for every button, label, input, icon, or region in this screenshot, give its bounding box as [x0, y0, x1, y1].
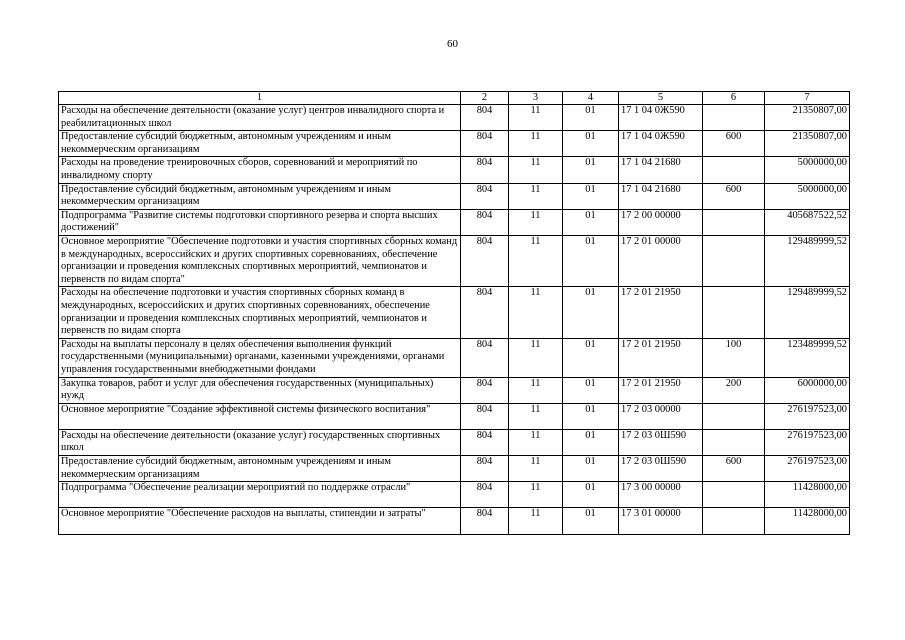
- table-row: [59, 508, 850, 534]
- table-row: [59, 287, 850, 338]
- table-row: [59, 105, 850, 131]
- expense-name-cell: Расходы на выплаты персоналу в целях обеспечения выполнения функций государственными (муниципальными) органами, казенными учреждениями, органами управления государственными внебюджетными фондами: [59, 338, 461, 377]
- ministry-code-cell: 804: [461, 157, 509, 183]
- section-code-cell: 11: [509, 287, 563, 338]
- amount-cell: 5000000,00: [765, 183, 850, 209]
- target-article-cell: 17 1 04 0Ж590: [619, 105, 703, 131]
- subsection-code-cell: 01: [563, 403, 619, 429]
- subsection-code-cell: 01: [563, 157, 619, 183]
- subsection-code-cell: 01: [563, 183, 619, 209]
- page-number: 60: [447, 38, 458, 50]
- table-row: [59, 456, 850, 482]
- ministry-code-cell: 804: [461, 131, 509, 157]
- expense-type-cell: [703, 429, 765, 455]
- expense-name-cell: Расходы на обеспечение деятельности (оказание услуг) государственных спортивных школ: [59, 429, 461, 455]
- expense-name-cell: Основное мероприятие "Обеспечение расходов на выплаты, стипендии и затраты": [59, 508, 461, 534]
- target-article-cell: 17 2 01 00000: [619, 235, 703, 286]
- table-row: [59, 157, 850, 183]
- amount-cell: 129489999,52: [765, 235, 850, 286]
- expense-name-cell: Основное мероприятие "Обеспечение подготовки и участия спортивных сборных команд в международных, всероссийских и других спортивных соревнованиях, обеспечение организации и проведения комплексных спортивных мероприятий, чемпионатов и первенств по видам спорта": [59, 235, 461, 286]
- amount-cell: 276197523,00: [765, 456, 850, 482]
- expense-name-cell: Подпрограмма "Развитие системы подготовки спортивного резерва и спорта высших достижений": [59, 209, 461, 235]
- expense-name-cell: Расходы на проведение тренировочных сборов, соревнований и мероприятий по инвалидному спорту: [59, 157, 461, 183]
- target-article-cell: 17 2 03 0Ш590: [619, 429, 703, 455]
- target-article-cell: 17 2 01 21950: [619, 287, 703, 338]
- section-code-cell: 11: [509, 338, 563, 377]
- expense-name-cell: Основное мероприятие "Создание эффективной системы физического воспитания": [59, 403, 461, 429]
- amount-cell: 5000000,00: [765, 157, 850, 183]
- expense-type-cell: [703, 482, 765, 508]
- ministry-code-cell: 804: [461, 105, 509, 131]
- expense-type-cell: 600: [703, 456, 765, 482]
- section-code-cell: 11: [509, 105, 563, 131]
- target-article-cell: 17 1 04 0Ж590: [619, 131, 703, 157]
- section-code-cell: 11: [509, 377, 563, 403]
- target-article-cell: 17 3 00 00000: [619, 482, 703, 508]
- table-row: [59, 403, 850, 429]
- expense-name-cell: Закупка товаров, работ и услуг для обеспечения государственных (муниципальных) нужд: [59, 377, 461, 403]
- section-code-cell: 11: [509, 235, 563, 286]
- expense-name-cell: Подпрограмма "Обеспечение реализации мероприятий по поддержке отрасли": [59, 482, 461, 508]
- table-row: [59, 183, 850, 209]
- header-col-6: 6: [703, 92, 765, 105]
- ministry-code-cell: 804: [461, 403, 509, 429]
- subsection-code-cell: 01: [563, 131, 619, 157]
- amount-cell: 6000000,00: [765, 377, 850, 403]
- target-article-cell: 17 2 00 00000: [619, 209, 703, 235]
- ministry-code-cell: 804: [461, 377, 509, 403]
- ministry-code-cell: 804: [461, 508, 509, 534]
- subsection-code-cell: 01: [563, 377, 619, 403]
- target-article-cell: 17 2 03 0Ш590: [619, 456, 703, 482]
- subsection-code-cell: 01: [563, 508, 619, 534]
- subsection-code-cell: 01: [563, 482, 619, 508]
- ministry-code-cell: 804: [461, 287, 509, 338]
- header-col-1: 1: [59, 92, 461, 105]
- ministry-code-cell: 804: [461, 456, 509, 482]
- section-code-cell: 11: [509, 131, 563, 157]
- ministry-code-cell: 804: [461, 235, 509, 286]
- section-code-cell: 11: [509, 429, 563, 455]
- subsection-code-cell: 01: [563, 338, 619, 377]
- expense-type-cell: [703, 105, 765, 131]
- header-row: [59, 92, 850, 105]
- ministry-code-cell: 804: [461, 429, 509, 455]
- ministry-code-cell: 804: [461, 183, 509, 209]
- expense-type-cell: [703, 287, 765, 338]
- section-code-cell: 11: [509, 482, 563, 508]
- amount-cell: 11428000,00: [765, 508, 850, 534]
- header-col-7: 7: [765, 92, 850, 105]
- ministry-code-cell: 804: [461, 209, 509, 235]
- expense-type-cell: 100: [703, 338, 765, 377]
- section-code-cell: 11: [509, 157, 563, 183]
- section-code-cell: 11: [509, 403, 563, 429]
- expense-type-cell: [703, 508, 765, 534]
- amount-cell: 276197523,00: [765, 403, 850, 429]
- amount-cell: 276197523,00: [765, 429, 850, 455]
- ministry-code-cell: 804: [461, 482, 509, 508]
- expense-name-cell: Предоставление субсидий бюджетным, автономным учреждениям и иным некоммерческим организациям: [59, 131, 461, 157]
- target-article-cell: 17 2 03 00000: [619, 403, 703, 429]
- subsection-code-cell: 01: [563, 287, 619, 338]
- amount-cell: 123489999,52: [765, 338, 850, 377]
- header-col-3: 3: [509, 92, 563, 105]
- expense-type-cell: [703, 209, 765, 235]
- section-code-cell: 11: [509, 456, 563, 482]
- expense-type-cell: [703, 235, 765, 286]
- table-row: [59, 429, 850, 455]
- subsection-code-cell: 01: [563, 429, 619, 455]
- target-article-cell: 17 1 04 21680: [619, 183, 703, 209]
- amount-cell: 405687522,52: [765, 209, 850, 235]
- header-col-4: 4: [563, 92, 619, 105]
- expense-type-cell: [703, 157, 765, 183]
- header-col-5: 5: [619, 92, 703, 105]
- header-col-2: 2: [461, 92, 509, 105]
- table-body: [59, 92, 850, 535]
- expense-type-cell: [703, 403, 765, 429]
- expense-name-cell: Расходы на обеспечение деятельности (оказание услуг) центров инвалидного спорта и реабилитационных школ: [59, 105, 461, 131]
- subsection-code-cell: 01: [563, 209, 619, 235]
- subsection-code-cell: 01: [563, 235, 619, 286]
- expense-name-cell: Предоставление субсидий бюджетным, автономным учреждениям и иным некоммерческим организациям: [59, 183, 461, 209]
- expense-name-cell: Расходы на обеспечение подготовки и участия спортивных сборных команд в международных, всероссийских и других спортивных соревнованиях, обеспечение организации и проведения комплексных спортивных мероприятий, чемпионатов и первенств по видам спорта: [59, 287, 461, 338]
- target-article-cell: 17 3 01 00000: [619, 508, 703, 534]
- amount-cell: 129489999,52: [765, 287, 850, 338]
- section-code-cell: 11: [509, 209, 563, 235]
- table-row: [59, 235, 850, 286]
- table-row: [59, 338, 850, 377]
- table-row: [59, 131, 850, 157]
- expense-type-cell: 600: [703, 131, 765, 157]
- table-row: [59, 209, 850, 235]
- target-article-cell: 17 1 04 21680: [619, 157, 703, 183]
- section-code-cell: 11: [509, 183, 563, 209]
- table-row: [59, 377, 850, 403]
- amount-cell: 21350807,00: [765, 131, 850, 157]
- budget-table: [58, 91, 850, 535]
- ministry-code-cell: 804: [461, 338, 509, 377]
- subsection-code-cell: 01: [563, 105, 619, 131]
- expense-name-cell: Предоставление субсидий бюджетным, автономным учреждениям и иным некоммерческим организациям: [59, 456, 461, 482]
- expense-type-cell: 200: [703, 377, 765, 403]
- section-code-cell: 11: [509, 508, 563, 534]
- table-row: [59, 482, 850, 508]
- amount-cell: 21350807,00: [765, 105, 850, 131]
- target-article-cell: 17 2 01 21950: [619, 338, 703, 377]
- target-article-cell: 17 2 01 21950: [619, 377, 703, 403]
- expense-type-cell: 600: [703, 183, 765, 209]
- subsection-code-cell: 01: [563, 456, 619, 482]
- amount-cell: 11428000,00: [765, 482, 850, 508]
